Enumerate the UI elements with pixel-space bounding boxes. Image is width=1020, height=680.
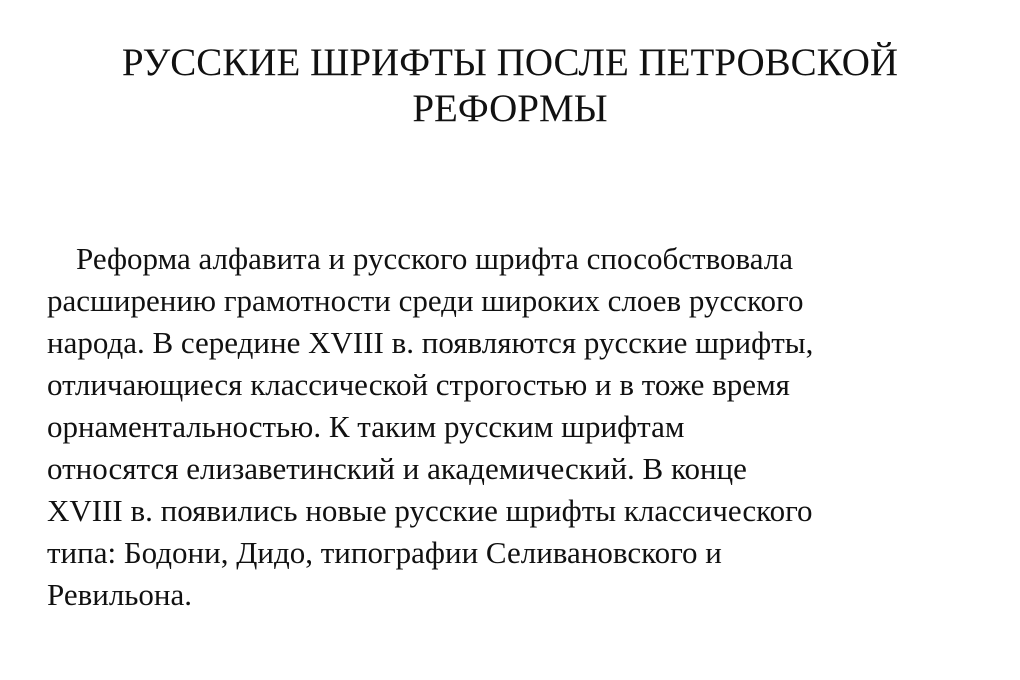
slide-body-paragraph xyxy=(47,238,977,616)
paragraph-line-5: орнаментальностью. К таким русским шрифтам xyxy=(47,409,685,444)
paragraph-line-4: отличающиеся классической строгостью и в тоже время xyxy=(47,367,790,402)
paragraph-line-9: Ревильона. xyxy=(47,577,193,612)
paragraph-line-2: расширению грамотности среди широких слоев русского xyxy=(47,283,804,318)
paragraph-line-1: Реформа алфавита и русского шрифта способствовала xyxy=(76,241,793,276)
paragraph-line-6: относятся елизаветинский и академический. В конце xyxy=(47,451,747,486)
paragraph-line-8: типа: Бодони, Дидо, типографии Селивановского и xyxy=(47,535,722,570)
paragraph-line-3: народа. В середине XVIII в. появляются русские шрифты, xyxy=(47,325,814,360)
slide-title xyxy=(60,40,960,132)
paragraph-line-7: XVIII в. появились новые русские шрифты классического xyxy=(47,493,813,528)
slide-title-line-2: РЕФОРМЫ xyxy=(412,87,608,130)
slide-title-line-1: РУССКИЕ ШРИФТЫ ПОСЛЕ ПЕТРОВСКОЙ xyxy=(121,41,899,84)
